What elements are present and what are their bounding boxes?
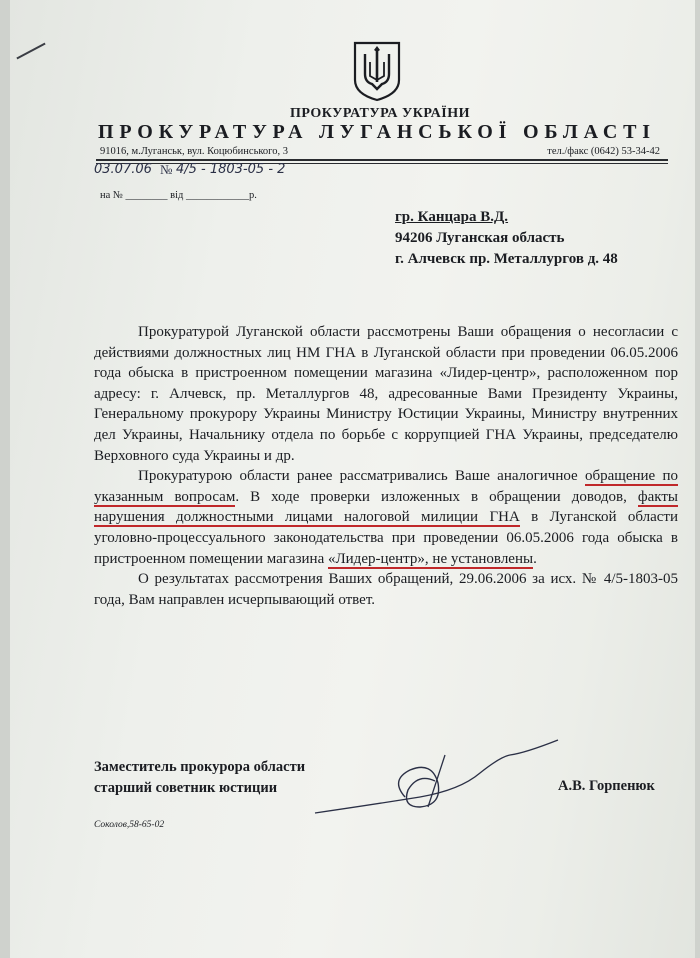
paragraph-2-part-e: в Луганской области уголовно-процессуального законодательства при проведении 06.05.2006 года обыска в пристроенном помещении магазина — [94, 509, 678, 567]
underlined-phrase-3: «Лидер-центр», не установлены — [327, 550, 534, 567]
recipient-block — [395, 207, 618, 270]
paragraph-2-part-a: Прокуратурою области ранее рассматривались Ваше аналогичное — [138, 468, 585, 485]
paragraph-2-part-g: . — [533, 550, 537, 567]
number-label: № — [160, 162, 173, 177]
header-divider — [96, 159, 668, 161]
recipient-name: гр. Канцара В.Д. — [395, 209, 509, 225]
letter-body — [94, 322, 678, 610]
office-phone: тел./факс (0642) 53-34-42 — [547, 146, 660, 157]
signatory-title-line-1: Заместитель прокурора области — [94, 759, 306, 775]
pen-mark — [16, 43, 45, 60]
signatory-name: А.В. Горпенюк — [558, 778, 655, 794]
recipient-region: 94206 Луганская область — [395, 230, 565, 246]
paragraph-3: О результатах рассмотрения Ваших обращений, 29.06.2006 за исх. № 4/5-1803-05 года, Вам направлен исчерпывающий ответ. — [94, 571, 678, 608]
letter-page — [10, 0, 695, 958]
reply-reference-line: на № ________ від ____________р. — [100, 190, 257, 201]
underlined-phrase-2: факты нарушения должностными лицами налоговой милиции ГНА — [94, 488, 678, 526]
paragraph-1: Прокуратурой Луганской области рассмотрены Ваши обращения о несогласии с действиями должностных лиц НМ ГНА в Луганской области при проведении 06.05.2006 года обыска в пристроенном помещении магазина «Лидер-центр», расположенном пор адресу: г. Алчевск, пр. Металлургов 48, адресованные Вами Президенту Украины, Генеральному прокурору Украины Министру Юстиции Украины, Министру внутренних дел Украины, Начальнику отдела по борьбе с коррупцией ГНА Украины, председателю Верховного суда Украины и др. — [94, 324, 678, 464]
office-name: ПРОКУРАТУРА ЛУГАНСЬКОЇ ОБЛАСТІ — [98, 121, 656, 143]
handwritten-number: 4/5 - 1803-05 - 2 — [176, 162, 286, 177]
handwritten-signature — [310, 735, 560, 825]
signatory-title-line-2: старший советник юстиции — [94, 780, 278, 796]
office-address: 91016, м.Луганськ, вул. Коцюбинського, 3 — [100, 146, 288, 157]
handwritten-date: 03.07.06 — [94, 162, 152, 177]
paragraph-2 — [94, 466, 678, 569]
trident-emblem-icon — [352, 40, 402, 102]
ministry-name: ПРОКУРАТУРА УКРАЇНИ — [289, 106, 471, 121]
paragraph-2-part-c: . В ходе проверки изложенных в обращении доводов, — [235, 488, 638, 505]
underlined-phrase-1: обращение по указанным вопросам — [94, 468, 678, 505]
executor-note: Соколов,58-65-02 — [94, 820, 165, 830]
signatory-title — [94, 757, 305, 799]
recipient-street: г. Алчевск пр. Металлургов д. 48 — [395, 251, 618, 267]
